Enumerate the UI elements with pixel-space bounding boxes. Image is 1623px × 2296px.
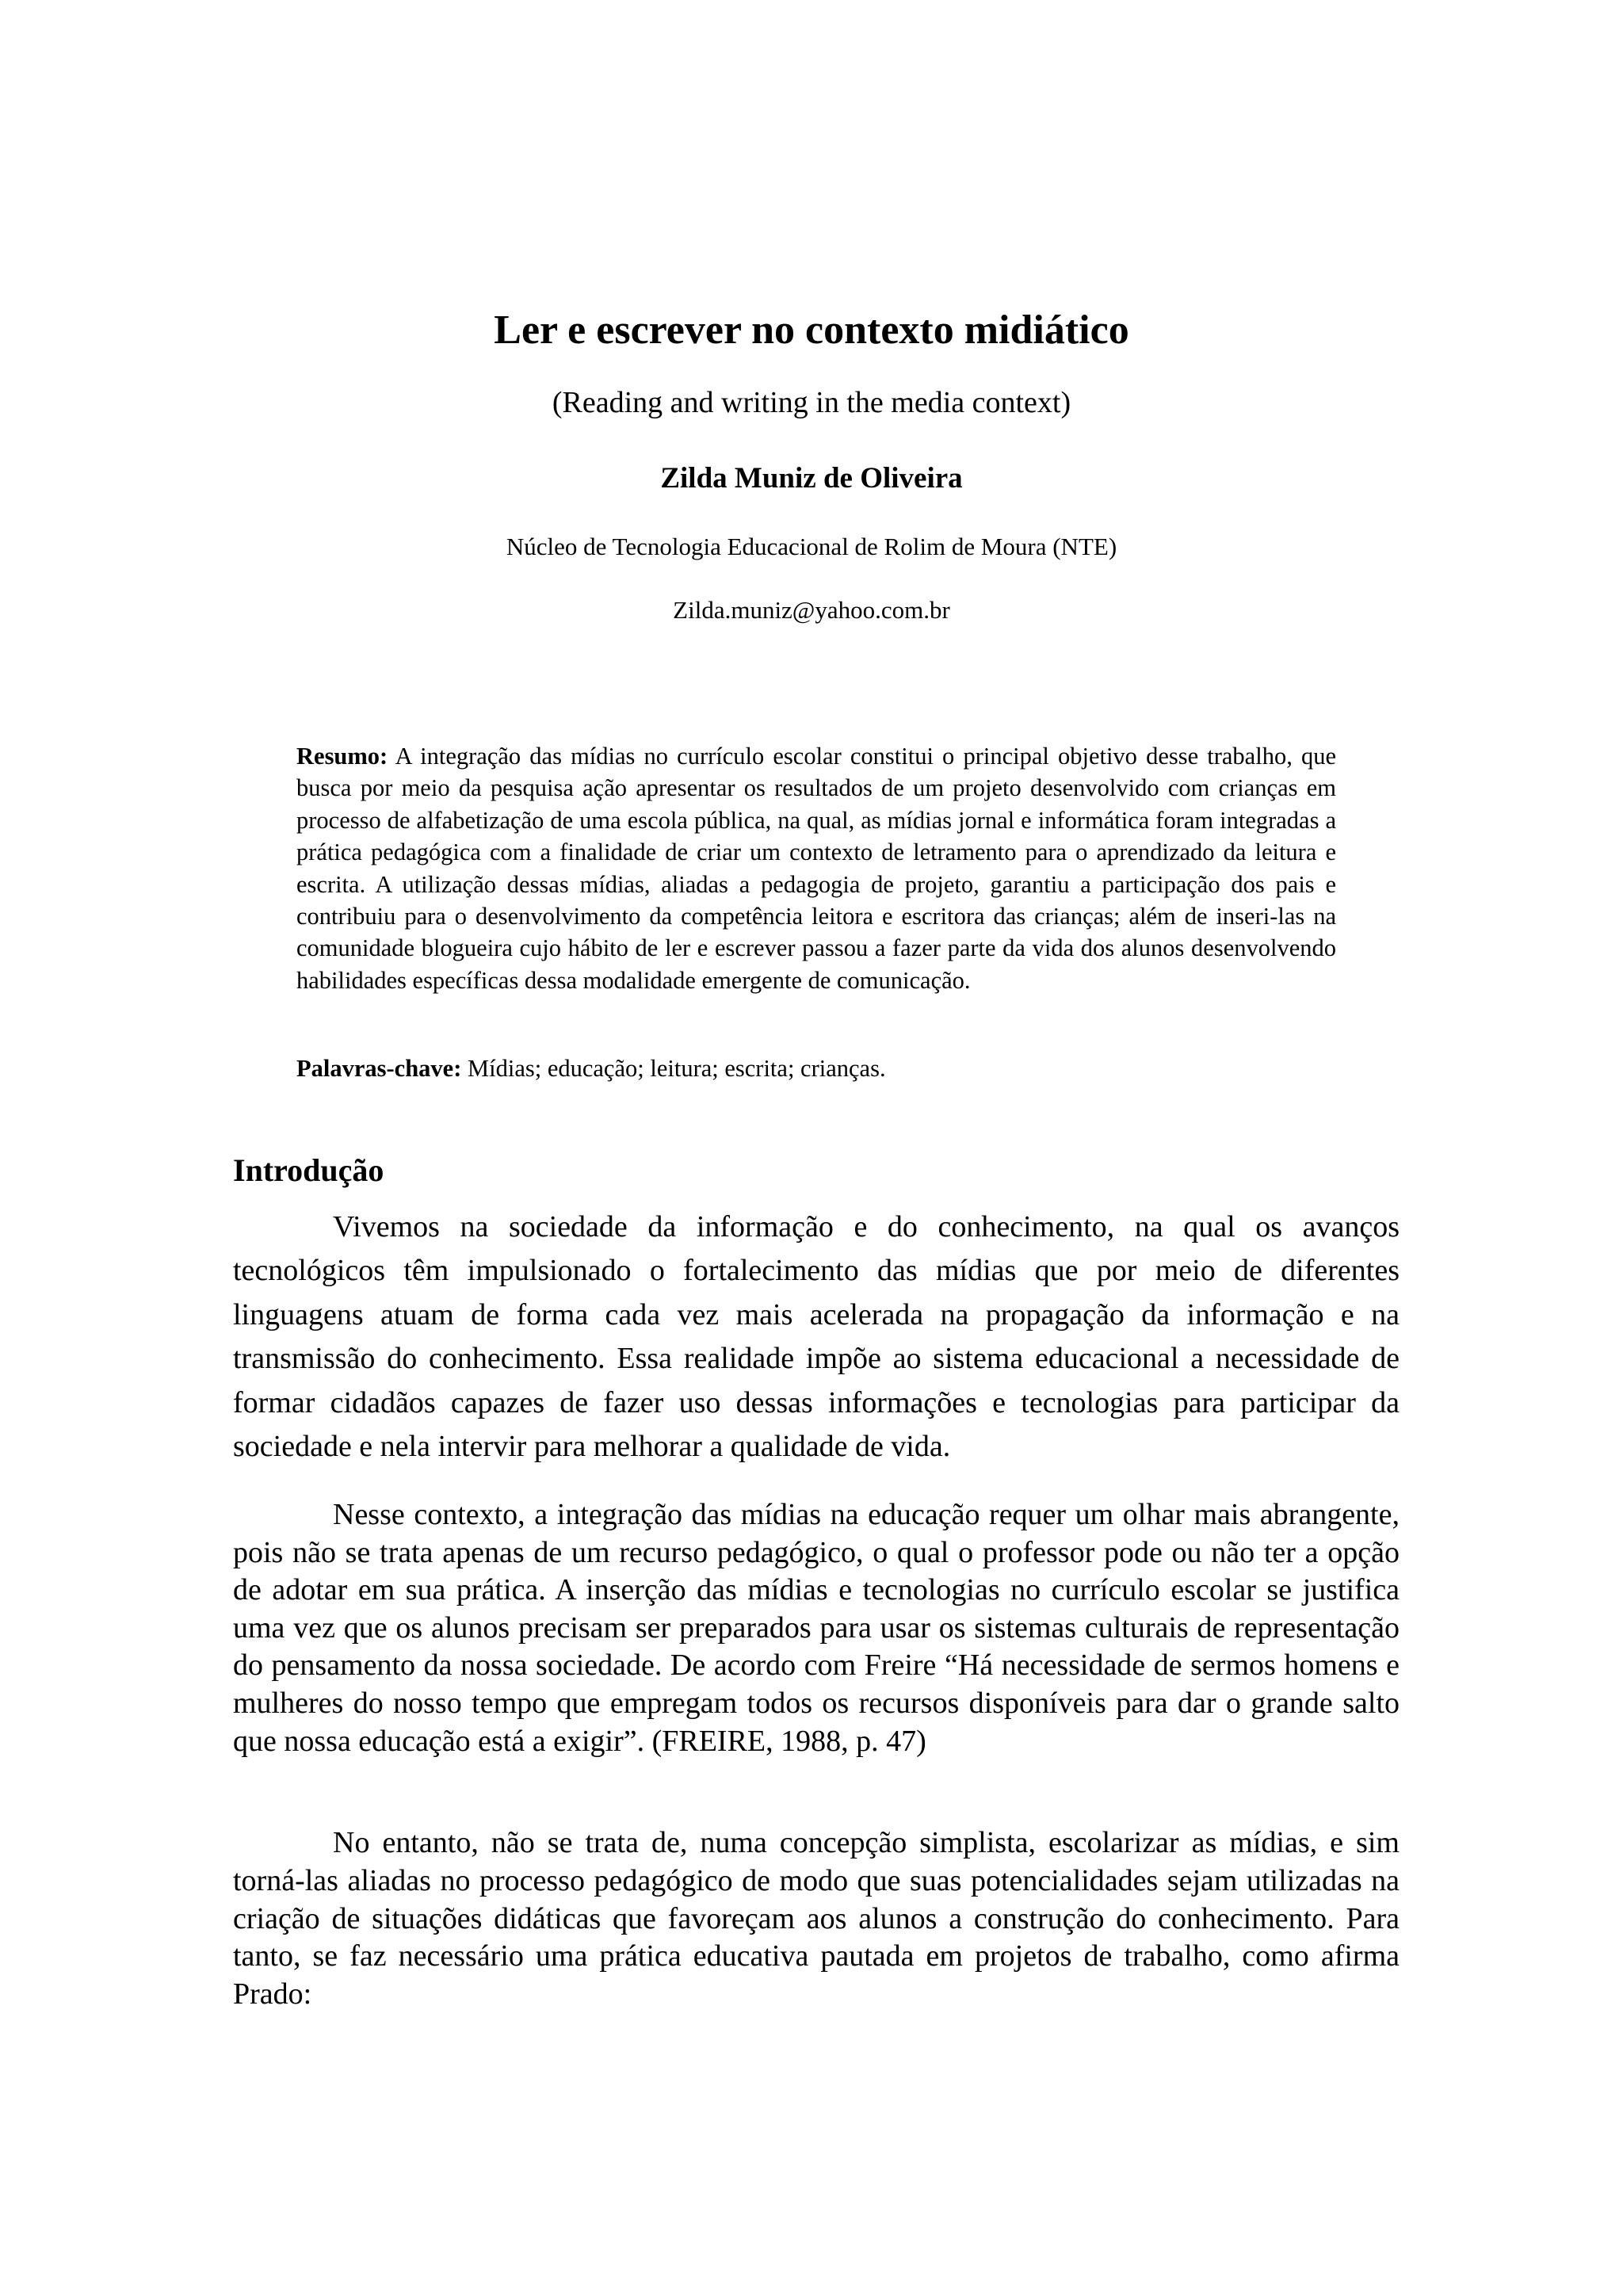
keywords-text: Mídias; educação; leitura; escrita; crianças.: [468, 1055, 886, 1082]
intro-paragraph-2: Nesse contexto, a integração das mídias na educação requer um olhar mais abrangente, pois não se trata apenas de um recurso pedagógico, o qual o professor pode ou não ter a opção de adotar em sua prática. A inserção das mídias e tecnologias no currículo escolar se justifica uma vez que os alunos precisam ser preparados para usar os sistemas culturais de representação do pensamento da nossa sociedade. De acordo com Freire “Há necessidade de sermos homens e mulheres do nosso tempo que empregam todos os recursos disponíveis para dar o grande salto que nossa educação está a exigir”. (FREIRE, 1988, p. 47): [233, 1498, 1400, 1758]
paper-title: Ler e escrever no contexto midiático: [494, 308, 1129, 353]
keywords-label: Palavras-chave:: [296, 1055, 462, 1082]
author-email: Zilda.muniz@yahoo.com.br: [673, 596, 950, 624]
section-heading-introduction: Introdução: [233, 1152, 384, 1188]
abstract: [296, 740, 1336, 996]
keywords: [296, 1052, 1336, 1084]
paper-subtitle: (Reading and writing in the media context): [552, 386, 1071, 419]
intro-paragraph-1: Vivemos na sociedade da informação e do conhecimento, na qual os avanços tecnológicos têm impulsionado o fortalecimento das mídias que por meio de diferentes linguagens atuam de forma cada vez mais acelerada na propagação da informação e na transmissão do conhecimento. Essa realidade impõe ao sistema educacional a necessidade de formar cidadãos capazes de fazer uso dessas informações e tecnologias para participar da sociedade e nela intervir para melhorar a qualidade de vida.: [233, 1210, 1400, 1464]
intro-paragraph-3: No entanto, não se trata de, numa concepção simplista, escolarizar as mídias, e sim torná-las aliadas no processo pedagógico de modo que suas potencialidades sejam utilizadas na criação de situações didáticas que favoreçam aos alunos a construção do conhecimento. Para tanto, se faz necessário uma prática educativa pautada em projetos de trabalho, como afirma Prado:: [233, 1826, 1400, 2011]
abstract-text: A integração das mídias no currículo escolar constitui o principal objetivo desse trabalho, que busca por meio da pesquisa ação apresentar os resultados de um projeto desenvolvido com crianças em processo de alfabetização de uma escola pública, na qual, as mídias jornal e informática foram integradas a prática pedagógica com a finalidade de criar um contexto de letramento para o aprendizado da leitura e escrita. A utilização dessas mídias, aliadas a pedagogia de projeto, garantiu a participação dos pais e contribuiu para o desenvolvimento da competência leitora e escritora das crianças; além de inseri-las na comunidade blogueira cujo hábito de ler e escrever passou a fazer parte da vida dos alunos desenvolvendo habilidades específicas dessa modalidade emergente de comunicação.: [296, 743, 1336, 994]
author-affiliation: Núcleo de Tecnologia Educacional de Rolim de Moura (NTE): [506, 533, 1117, 560]
author-name: Zilda Muniz de Oliveira: [660, 462, 963, 495]
abstract-label: Resumo:: [296, 743, 388, 770]
